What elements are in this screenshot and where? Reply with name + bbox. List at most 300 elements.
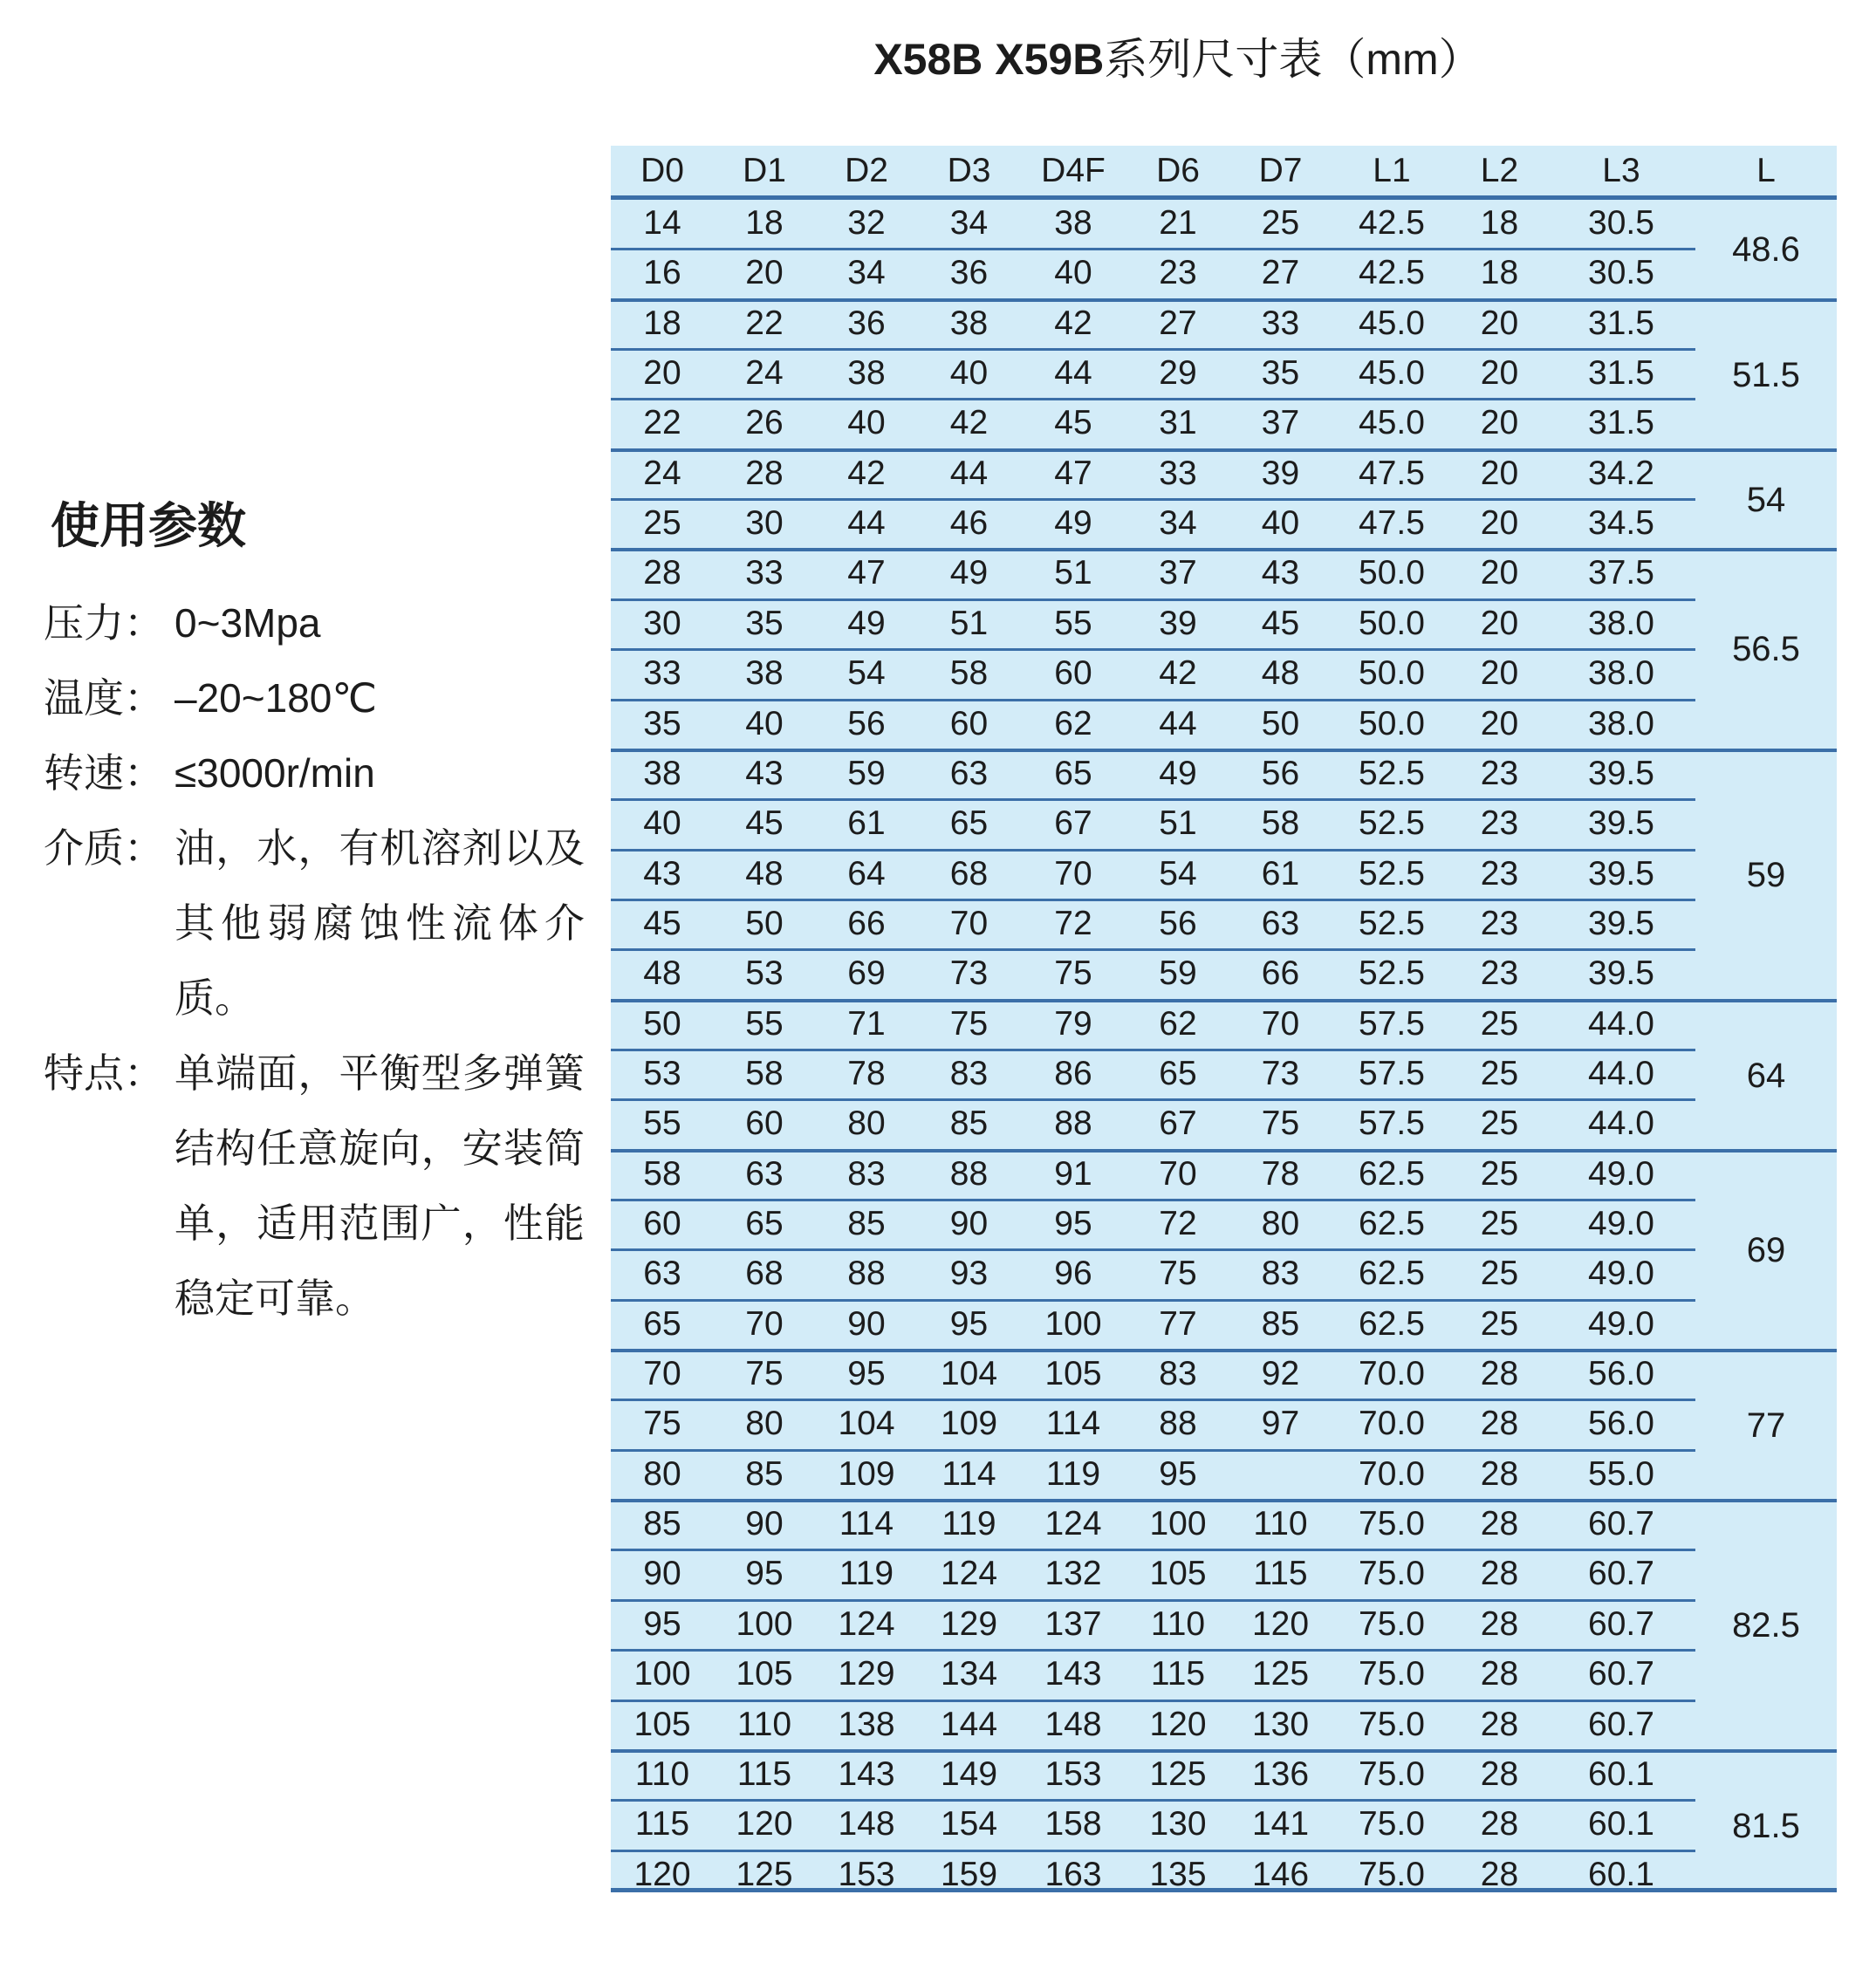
- table-cell: 33: [1261, 304, 1300, 342]
- table-cell: 109: [940, 1405, 998, 1443]
- table-cell: 23: [1480, 754, 1519, 792]
- table-cell: 61: [1261, 854, 1300, 893]
- group-divider: [611, 448, 1837, 452]
- table-cell: 95: [1159, 1454, 1197, 1493]
- table-cell: 38: [1054, 204, 1092, 242]
- table-cell: 21: [1159, 204, 1197, 242]
- table-cell: 75.0: [1359, 1505, 1425, 1543]
- table-cell: 39: [1261, 454, 1300, 492]
- table-cell: 153: [1044, 1754, 1102, 1793]
- column-header: D0: [640, 152, 684, 189]
- table-cell: 62.5: [1359, 1304, 1425, 1343]
- table-cell: 23: [1480, 804, 1519, 843]
- table-cell: 22: [745, 304, 784, 342]
- row-divider: [611, 1700, 1695, 1702]
- table-cell: 34: [1159, 504, 1197, 543]
- table-cell: 60.7: [1588, 1505, 1654, 1543]
- table-cell: 52.5: [1359, 804, 1425, 843]
- table-cell: 38: [949, 304, 989, 342]
- table-cell: 23: [1159, 254, 1197, 292]
- table-cell: 28: [1480, 1705, 1519, 1743]
- table-cell: 75.0: [1359, 1754, 1425, 1793]
- params-heading: 使用参数: [51, 498, 246, 553]
- table-cell: 45: [1054, 404, 1092, 442]
- table-cell: 47: [847, 554, 886, 592]
- table-cell: 60.7: [1588, 1705, 1654, 1743]
- table-cell: 28: [1480, 1505, 1519, 1543]
- table-cell: 25: [1480, 1105, 1519, 1143]
- table-cell: 25: [643, 504, 681, 543]
- table-cell: 55: [643, 1105, 681, 1143]
- table-cell: 49: [847, 604, 886, 642]
- table-cell: 46: [949, 504, 989, 543]
- row-divider: [611, 1649, 1695, 1652]
- table-cell: 38.0: [1588, 604, 1654, 642]
- table-cell: 53: [745, 954, 784, 993]
- table-cell: 58: [1261, 804, 1300, 843]
- table-cell: 20: [1480, 354, 1519, 393]
- table-header: [611, 146, 1837, 200]
- table-cell: 120: [736, 1805, 793, 1843]
- table-cell: 75.0: [1359, 1555, 1425, 1593]
- table-cell: 20: [1480, 454, 1519, 492]
- row-divider: [611, 648, 1695, 651]
- table-cell: 35: [745, 604, 784, 642]
- table-cell: 115: [736, 1754, 792, 1793]
- table-cell: 31.5: [1588, 304, 1654, 342]
- table-cell: 96: [1054, 1255, 1092, 1293]
- table-cell: 47.5: [1359, 454, 1425, 492]
- table-cell: 50: [643, 1004, 681, 1043]
- table-cell: 70.0: [1359, 1355, 1425, 1393]
- table-cell: 90: [847, 1304, 886, 1343]
- table-cell: 28: [1480, 1754, 1519, 1793]
- row-divider: [611, 398, 1695, 400]
- table-cell: 80: [1261, 1205, 1300, 1242]
- table-cell: 42: [949, 404, 989, 442]
- column-header: D2: [845, 152, 888, 189]
- table-cell: 95: [949, 1304, 989, 1343]
- table-cell: 159: [940, 1855, 998, 1893]
- table-cell: 75: [1261, 1105, 1300, 1143]
- table-cell: 20: [1480, 604, 1519, 642]
- table-cell: 58: [643, 1154, 681, 1193]
- param-label: 温度：: [44, 675, 164, 721]
- table-cell: 95: [745, 1555, 784, 1593]
- table-cell: 20: [745, 254, 784, 292]
- table-cell: 75: [1054, 954, 1092, 993]
- table-cell: 95: [847, 1355, 886, 1393]
- param-row: [44, 735, 585, 811]
- table-cell: 36: [847, 304, 886, 342]
- params-list: [44, 585, 585, 1336]
- table-cell: 78: [1261, 1154, 1300, 1193]
- row-divider: [611, 1098, 1695, 1101]
- table-cell: 65: [1054, 754, 1092, 792]
- table-cell: 37.5: [1588, 554, 1654, 592]
- row-divider: [611, 1449, 1695, 1452]
- table-cell: 60: [745, 1105, 784, 1143]
- table-cell: 105: [1044, 1355, 1102, 1393]
- l-value-cell: 48.6: [1732, 230, 1800, 269]
- dimension-table: [611, 146, 1837, 1892]
- table-cell: 137: [1044, 1604, 1102, 1643]
- table-cell: 49.0: [1588, 1154, 1654, 1193]
- table-cell: 50.0: [1359, 654, 1425, 693]
- column-header: L1: [1373, 152, 1411, 189]
- table-cell: 49: [1054, 504, 1092, 543]
- column-header: D7: [1258, 152, 1303, 189]
- table-cell: 65: [1159, 1054, 1197, 1092]
- table-cell: 28: [1480, 1555, 1519, 1593]
- table-cell: 20: [1480, 504, 1519, 543]
- table-cell: 60: [643, 1205, 681, 1242]
- table-cell: 30: [745, 504, 784, 543]
- table-cell: 25: [1480, 1054, 1519, 1092]
- table-cell: 130: [1149, 1805, 1207, 1843]
- table-cell: 60.1: [1588, 1754, 1654, 1793]
- param-row: [44, 811, 585, 1036]
- table-cell: 49.0: [1588, 1304, 1654, 1343]
- table-cell: 39.5: [1588, 754, 1654, 792]
- table-cell: 63: [1261, 904, 1300, 942]
- row-divider: [611, 899, 1695, 901]
- table-cell: 57.5: [1359, 1105, 1425, 1143]
- row-divider: [611, 1049, 1695, 1051]
- param-label: 压力：: [44, 600, 164, 646]
- table-cell: 52.5: [1359, 904, 1425, 942]
- table-cell: 115: [634, 1805, 690, 1843]
- table-cell: 143: [1044, 1655, 1102, 1693]
- table-cell: 119: [1045, 1454, 1101, 1493]
- table-cell: 58: [949, 654, 989, 693]
- table-cell: 25: [1261, 204, 1300, 242]
- table-cell: 114: [1045, 1405, 1101, 1443]
- table-cell: 85: [949, 1105, 989, 1143]
- table-cell: 95: [1054, 1205, 1092, 1242]
- table-cell: 62: [1054, 704, 1092, 742]
- table-cell: 49: [949, 554, 989, 592]
- table-cell: 31: [1159, 404, 1197, 442]
- l-value-cell: 59: [1746, 855, 1786, 894]
- title-main: X58B X59B: [873, 35, 1105, 84]
- column-header: D6: [1156, 152, 1200, 189]
- group-divider: [611, 298, 1837, 302]
- table-cell: 75.0: [1359, 1705, 1425, 1743]
- table-cell: 134: [940, 1655, 998, 1693]
- table-cell: 29: [1159, 354, 1197, 393]
- table-cell: 31.5: [1588, 404, 1654, 442]
- param-label: 特点：: [44, 1050, 164, 1096]
- row-divider: [611, 1399, 1695, 1401]
- table-cell: 57.5: [1359, 1004, 1425, 1043]
- table-cell: 27: [1159, 304, 1197, 342]
- table-cell: 47: [1054, 454, 1092, 492]
- table-cell: 53: [643, 1054, 681, 1092]
- table-cell: 146: [1251, 1855, 1310, 1893]
- column-header: D3: [947, 152, 991, 189]
- table-cell: 90: [745, 1505, 784, 1543]
- table-cell: 88: [847, 1255, 886, 1293]
- table-cell: 20: [1480, 404, 1519, 442]
- group-divider: [611, 1349, 1837, 1352]
- table-cell: 73: [1261, 1054, 1300, 1092]
- group-divider: [611, 1149, 1837, 1152]
- table-cell: 78: [847, 1054, 886, 1092]
- table-cell: 16: [643, 254, 681, 292]
- table-cell: 60.7: [1588, 1604, 1654, 1643]
- table-cell: 28: [1480, 1855, 1519, 1893]
- table-cell: 51: [1054, 554, 1092, 592]
- row-divider: [611, 1549, 1695, 1551]
- table-cell: 55: [745, 1004, 784, 1043]
- table-cell: 44: [1159, 704, 1197, 742]
- table-cell: 56: [847, 704, 886, 742]
- table-cell: 60: [949, 704, 989, 742]
- table-cell: 60.7: [1588, 1555, 1654, 1593]
- table-cell: 38: [745, 654, 784, 693]
- table-cell: 34: [847, 254, 886, 292]
- table-cell: 66: [847, 904, 886, 942]
- table-cell: 75.0: [1359, 1855, 1425, 1893]
- table-cell: 86: [1054, 1054, 1092, 1092]
- table-cell: 61: [847, 804, 886, 843]
- table-cell: 30.5: [1588, 204, 1654, 242]
- table-cell: 71: [847, 1004, 886, 1043]
- table-cell: 97: [1261, 1405, 1300, 1443]
- table-cell: 45: [643, 904, 681, 942]
- table-cell: 75.0: [1359, 1604, 1425, 1643]
- table-cell: 120: [633, 1855, 691, 1893]
- table-cell: 124: [940, 1555, 998, 1593]
- table-cell: 72: [1159, 1205, 1197, 1242]
- table-cell: 50: [745, 904, 784, 942]
- row-divider: [611, 1199, 1695, 1201]
- l-value-cell: 54: [1746, 480, 1786, 519]
- table-cell: 144: [940, 1705, 998, 1743]
- table-cell: 120: [1251, 1604, 1310, 1643]
- row-divider: [611, 1599, 1695, 1602]
- table-cell: 56.0: [1588, 1405, 1654, 1443]
- table-cell: 79: [1054, 1004, 1092, 1043]
- title-sub: 系列尺寸表（mm）: [1104, 35, 1482, 84]
- table-cell: 65: [745, 1205, 784, 1242]
- table-cell: 73: [949, 954, 989, 993]
- table-cell: 75.0: [1359, 1655, 1425, 1693]
- table-cell: 39: [1159, 604, 1197, 642]
- table-cell: 141: [1251, 1805, 1310, 1843]
- table-cell: 83: [1261, 1255, 1300, 1293]
- l-value-cell: 77: [1746, 1406, 1786, 1446]
- table-cell: 60.1: [1588, 1855, 1654, 1893]
- param-label: 转速：: [44, 750, 164, 796]
- table-cell: 114: [839, 1505, 894, 1543]
- table-cell: 95: [643, 1604, 681, 1643]
- table-cell: 163: [1044, 1855, 1102, 1893]
- table-cell: 92: [1261, 1355, 1300, 1393]
- l-value-cell: 51.5: [1732, 355, 1800, 394]
- param-row: [44, 1036, 585, 1336]
- table-cell: 85: [1261, 1304, 1300, 1343]
- table-cell: 85: [745, 1454, 784, 1493]
- table-cell: 44.0: [1588, 1004, 1654, 1043]
- table-cell: 34.2: [1588, 454, 1654, 492]
- table-cell: 67: [1054, 804, 1092, 843]
- table-cell: 114: [941, 1454, 996, 1493]
- table-cell: 43: [643, 854, 681, 893]
- table-cell: 28: [643, 554, 681, 592]
- column-header: L3: [1602, 152, 1640, 189]
- table-cell: 20: [1480, 304, 1519, 342]
- table-cell: 45: [1261, 604, 1300, 642]
- table-cell: 100: [633, 1655, 691, 1693]
- table-cell: 44.0: [1588, 1054, 1654, 1092]
- table-cell: 54: [1159, 854, 1197, 893]
- table-cell: 28: [1480, 1604, 1519, 1643]
- table-cell: 56: [1261, 754, 1300, 792]
- param-value: 油，水，有机溶剂以及其他弱腐蚀性流体介质。: [175, 825, 585, 1021]
- row-divider: [611, 498, 1695, 501]
- table-cell: 20: [1480, 654, 1519, 693]
- table-cell: 143: [838, 1754, 895, 1793]
- table-cell: 105: [736, 1655, 793, 1693]
- table-cell: 100: [736, 1604, 793, 1643]
- table-cell: 68: [745, 1255, 784, 1293]
- table-cell: 30: [643, 604, 681, 642]
- group-divider: [611, 1499, 1837, 1502]
- table-cell: 33: [745, 554, 784, 592]
- table-cell: 35: [643, 704, 681, 742]
- column-header: L2: [1480, 152, 1519, 189]
- table-cell: 20: [1480, 704, 1519, 742]
- table-cell: 42.5: [1359, 204, 1425, 242]
- param-value: 单端面，平衡型多弹簧结构任意旋向，安装简单，适用范围广，性能稳定可靠。: [175, 1050, 585, 1321]
- table-cell: 119: [839, 1555, 894, 1593]
- table-cell: 28: [1480, 1405, 1519, 1443]
- table-cell: 47.5: [1359, 504, 1425, 543]
- table-cell: 45.0: [1359, 404, 1425, 442]
- table-cell: 23: [1480, 854, 1519, 893]
- table-cell: 93: [949, 1255, 989, 1293]
- table-cell: 39.5: [1588, 854, 1654, 893]
- table-cell: 136: [1251, 1754, 1310, 1793]
- table-cell: 45.0: [1359, 304, 1425, 342]
- row-divider: [611, 248, 1695, 250]
- table-cell: 36: [949, 254, 989, 292]
- table-cell: 39.5: [1588, 954, 1654, 993]
- table-cell: 35: [1261, 354, 1300, 393]
- table-cell: 48: [745, 854, 784, 893]
- table-cell: 148: [1044, 1705, 1102, 1743]
- table-cell: 70: [643, 1355, 681, 1393]
- table-cell: 25: [1480, 1205, 1519, 1242]
- table-cell: 20: [643, 354, 681, 393]
- table-cell: 135: [1149, 1855, 1207, 1893]
- table-cell: 51: [949, 604, 989, 642]
- table-cell: 65: [643, 1304, 681, 1343]
- table-cell: 60.1: [1588, 1805, 1654, 1843]
- table-cell: 83: [949, 1054, 989, 1092]
- row-divider: [611, 1299, 1695, 1302]
- table-cell: 85: [847, 1205, 886, 1242]
- table-cell: 38.0: [1588, 704, 1654, 742]
- table-cell: 153: [838, 1855, 895, 1893]
- table-cell: 105: [1149, 1555, 1207, 1593]
- row-divider: [611, 849, 1695, 852]
- table-cell: 43: [1261, 554, 1300, 592]
- table-cell: 62.5: [1359, 1154, 1425, 1193]
- table-cell: 80: [745, 1405, 784, 1443]
- table-cell: 45: [745, 804, 784, 843]
- param-value: 0~3Mpa: [175, 600, 321, 646]
- group-divider: [611, 1749, 1837, 1753]
- table-cell: 58: [745, 1054, 784, 1092]
- table-cell: 148: [838, 1805, 895, 1843]
- table-cell: 125: [1251, 1655, 1310, 1693]
- group-divider: [611, 749, 1837, 752]
- row-divider: [611, 1248, 1695, 1251]
- page-title: [611, 24, 1745, 87]
- table-cell: 83: [847, 1154, 886, 1193]
- table-cell: 56: [1159, 904, 1197, 942]
- table-cell: 49.0: [1588, 1205, 1654, 1242]
- table-cell: 70: [949, 904, 989, 942]
- table-cell: 100: [1149, 1505, 1207, 1543]
- table-cell: 154: [940, 1805, 998, 1843]
- table-cell: 18: [643, 304, 681, 342]
- param-value: ≤3000r/min: [175, 750, 375, 796]
- table-cell: 75: [643, 1405, 681, 1443]
- table-cell: 69: [847, 954, 886, 993]
- table-cell: 63: [745, 1154, 784, 1193]
- table-cell: 88: [1159, 1405, 1197, 1443]
- table-cell: 28: [745, 454, 784, 492]
- table-cell: 124: [1044, 1505, 1102, 1543]
- table-cell: 109: [838, 1454, 895, 1493]
- table-cell: 85: [643, 1505, 681, 1543]
- table-cell: 26: [745, 404, 784, 442]
- table-cell: 28: [1480, 1655, 1519, 1693]
- table-cell: 66: [1261, 954, 1300, 993]
- table-cell: 14: [643, 204, 681, 242]
- table-cell: 40: [1054, 254, 1092, 292]
- row-divider: [611, 1850, 1695, 1852]
- table-cell: 49: [1159, 754, 1197, 792]
- table-cell: 138: [838, 1705, 895, 1743]
- table-cell: 70: [745, 1304, 784, 1343]
- table-cell: 72: [1054, 904, 1092, 942]
- column-header: D1: [743, 152, 786, 189]
- column-header: L: [1756, 152, 1776, 189]
- table-cell: 129: [838, 1655, 895, 1693]
- table-cell: 56.0: [1588, 1355, 1654, 1393]
- row-divider: [611, 798, 1695, 801]
- table-cell: 22: [643, 404, 681, 442]
- table-cell: 52.5: [1359, 954, 1425, 993]
- table-cell: 63: [643, 1255, 681, 1293]
- table-cell: 158: [1044, 1805, 1102, 1843]
- table-cell: 80: [643, 1454, 681, 1493]
- table-cell: 40: [643, 804, 681, 843]
- table-cell: 31.5: [1588, 354, 1654, 393]
- table-cell: 115: [1253, 1555, 1308, 1593]
- table-cell: 50: [1261, 704, 1300, 742]
- table-cell: 49.0: [1588, 1255, 1654, 1293]
- table-cell: 115: [1150, 1655, 1206, 1693]
- param-label: 介质：: [44, 825, 164, 871]
- table-cell: 44.0: [1588, 1105, 1654, 1143]
- table-cell: 28: [1480, 1454, 1519, 1493]
